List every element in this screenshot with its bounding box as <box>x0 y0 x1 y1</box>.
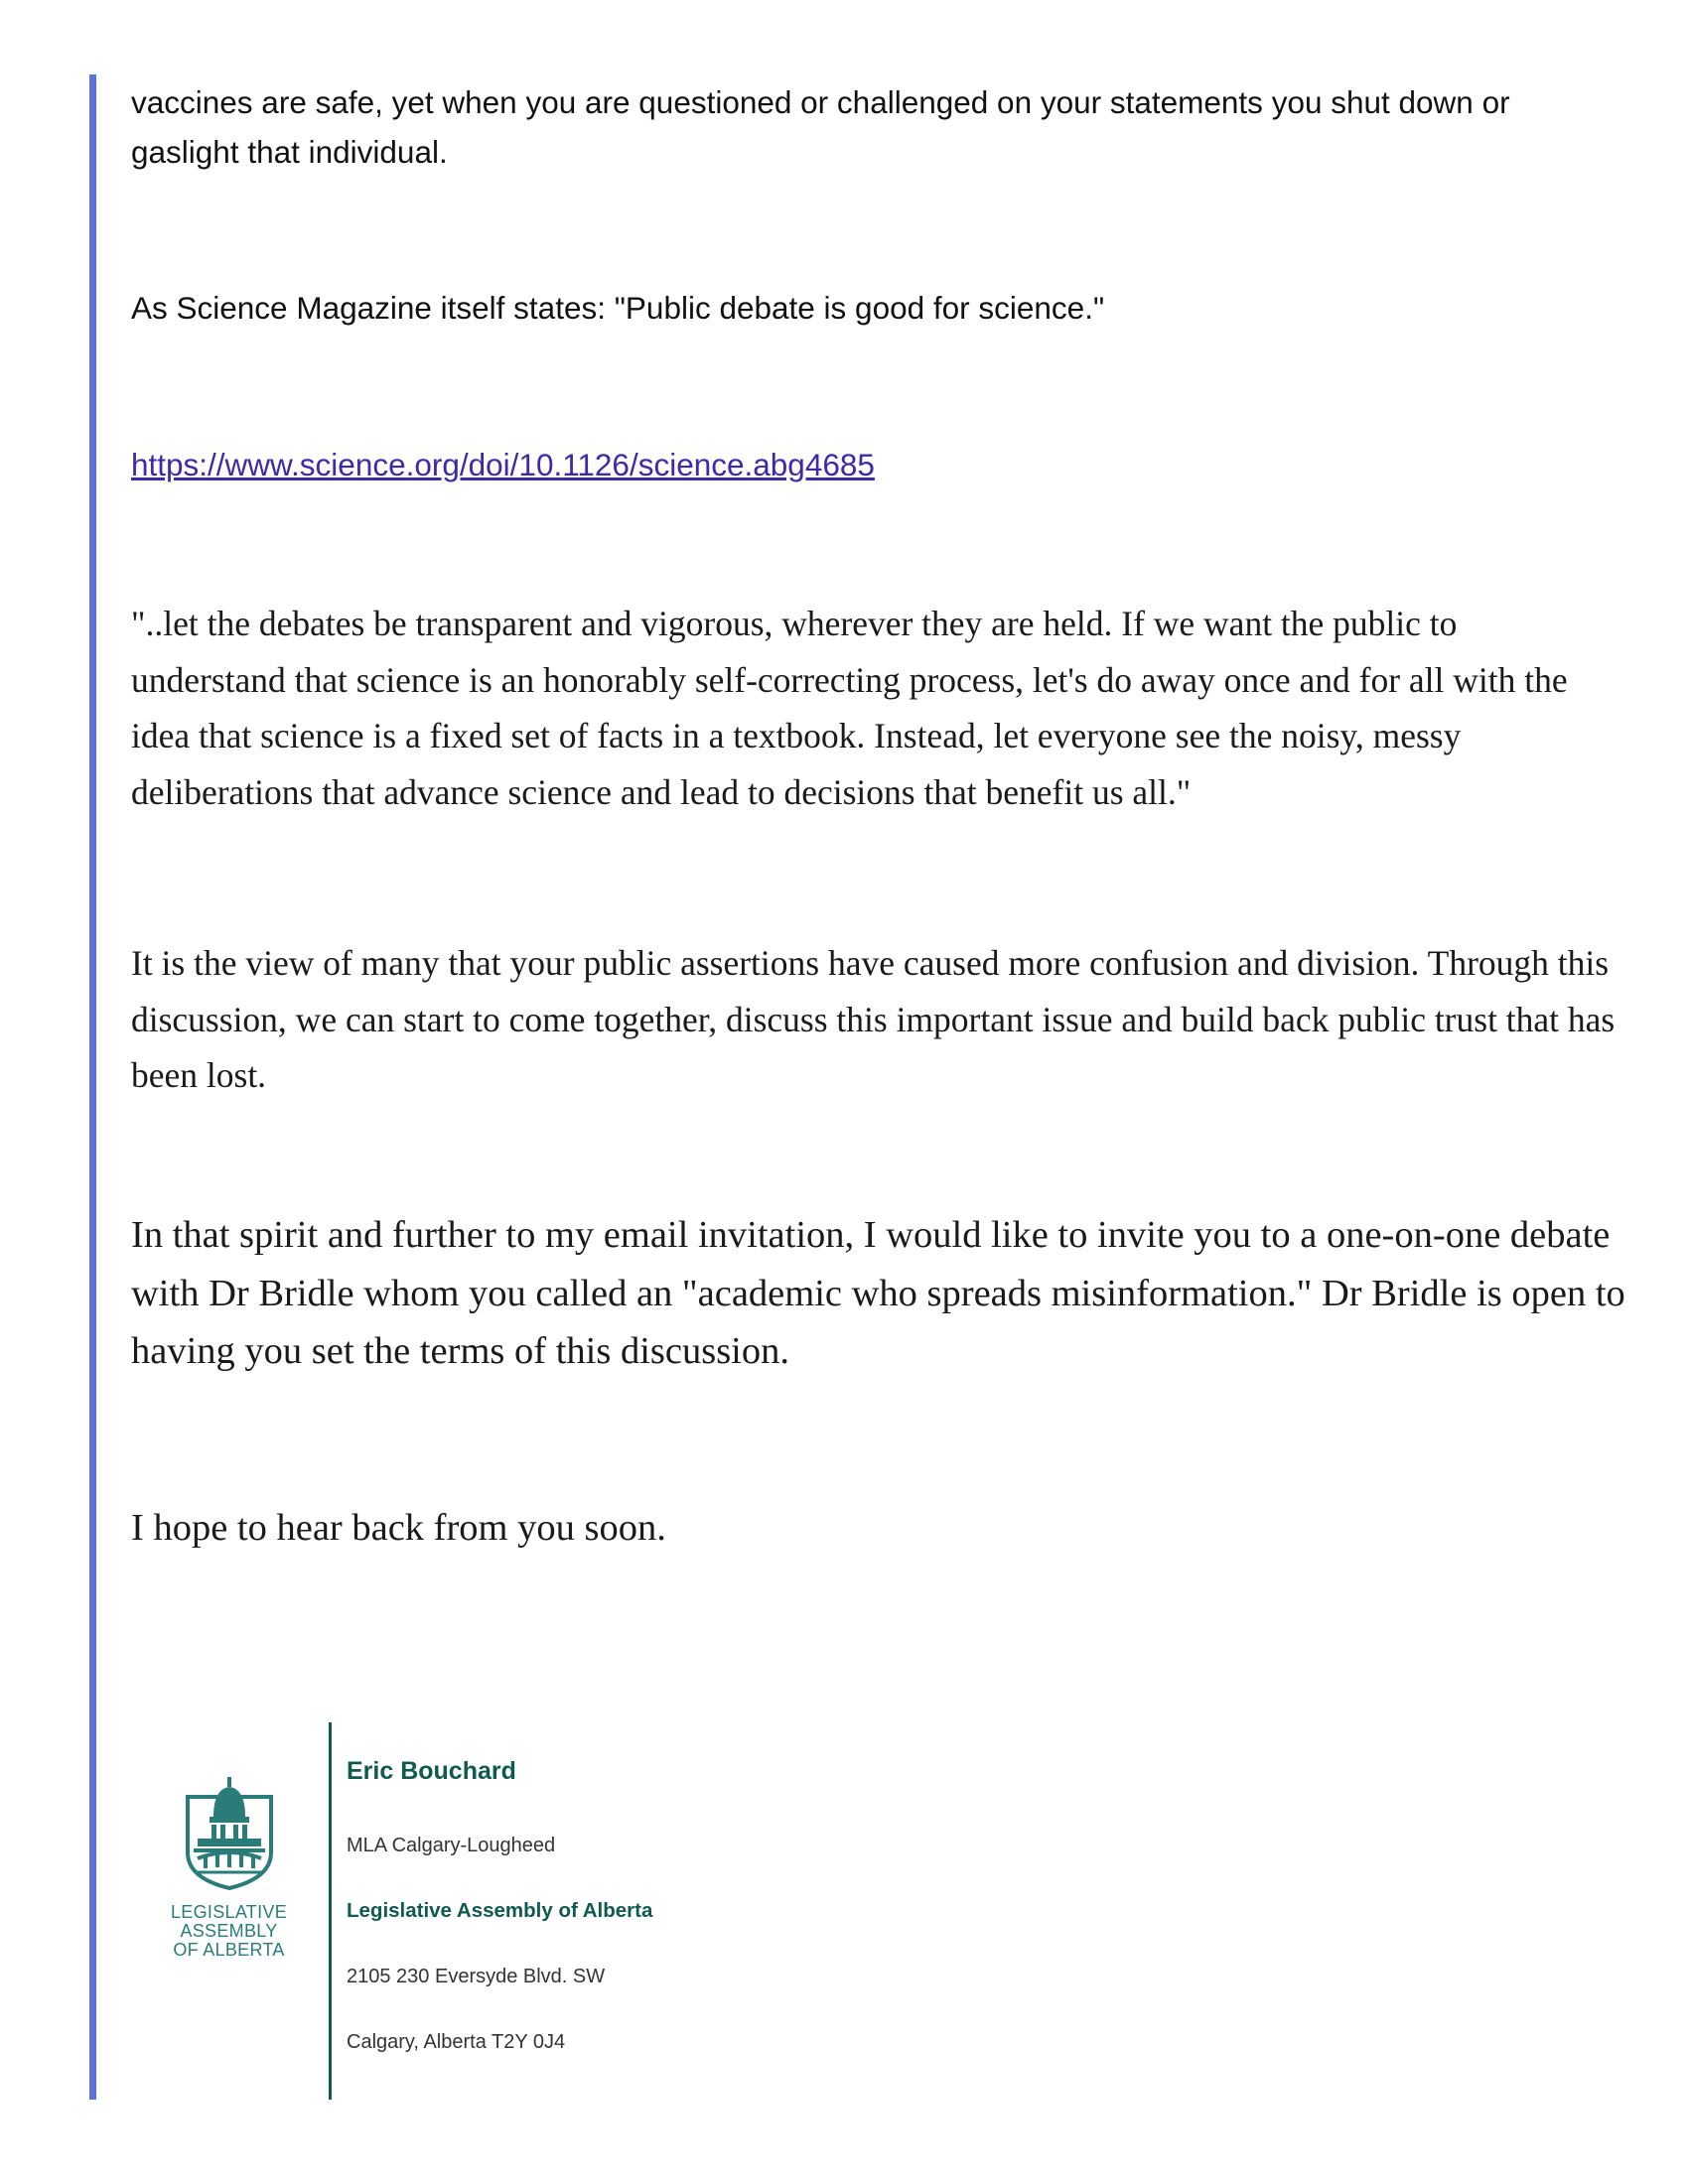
quote-paragraph: "..let the debates be transparent and vigorous, wherever they are held. If we want the public to understand that science is an honorably self-correcting process, let's do away once and for all with the idea that science is a fixed set of facts in a textbook. Instead, let everyone see the noisy, messy deliberations that advance science and lead to decisions that benefit us all." <box>131 604 1568 812</box>
legislature-building-icon <box>184 1775 275 1892</box>
paragraph-debate-invitation: In that spirit and further to my email invitation, I would like to invite you to a one-on-one debate with Dr Bridle whom you called an "academic who spreads misinformation." Dr Bridle is open to having you set the terms of this discussion. <box>131 1214 1625 1372</box>
paragraph-public-assertions: It is the view of many that your public assertions have caused more confusion and division. Through this discussion, we can start to come together, discuss this important issue and build back public trust that has been lost. <box>131 943 1616 1095</box>
signature-organization: Legislative Assembly of Alberta <box>347 1899 653 1922</box>
science-article-link[interactable]: https://www.science.org/doi/10.1126/science.abg4685 <box>131 447 875 482</box>
logo-line: LEGISLATIVE <box>170 1902 287 1922</box>
signature-address-line-1: 2105 230 Eversyde Blvd. SW <box>347 1966 606 1987</box>
signature-name: Eric Bouchard <box>347 1757 516 1785</box>
signature-divider <box>329 1722 332 2100</box>
logo-wordmark <box>167 1903 291 1960</box>
legislative-assembly-logo <box>167 1775 291 1960</box>
signature-title: MLA Calgary-Lougheed <box>347 1835 556 1856</box>
quote-bar <box>89 74 96 2100</box>
paragraph-vaccines: vaccines are safe, yet when you are questioned or challenged on your statements you shut down or gaslight that individual. <box>131 84 1510 170</box>
signature-address-line-2: Calgary, Alberta T2Y 0J4 <box>347 2031 566 2053</box>
paragraph-science-magazine: As Science Magazine itself states: "Public debate is good for science." <box>131 290 1105 326</box>
logo-line: OF ALBERTA <box>173 1940 285 1960</box>
closing-line: I hope to hear back from you soon. <box>131 1507 666 1549</box>
link-paragraph <box>131 440 875 489</box>
logo-line: ASSEMBLY <box>180 1921 278 1941</box>
